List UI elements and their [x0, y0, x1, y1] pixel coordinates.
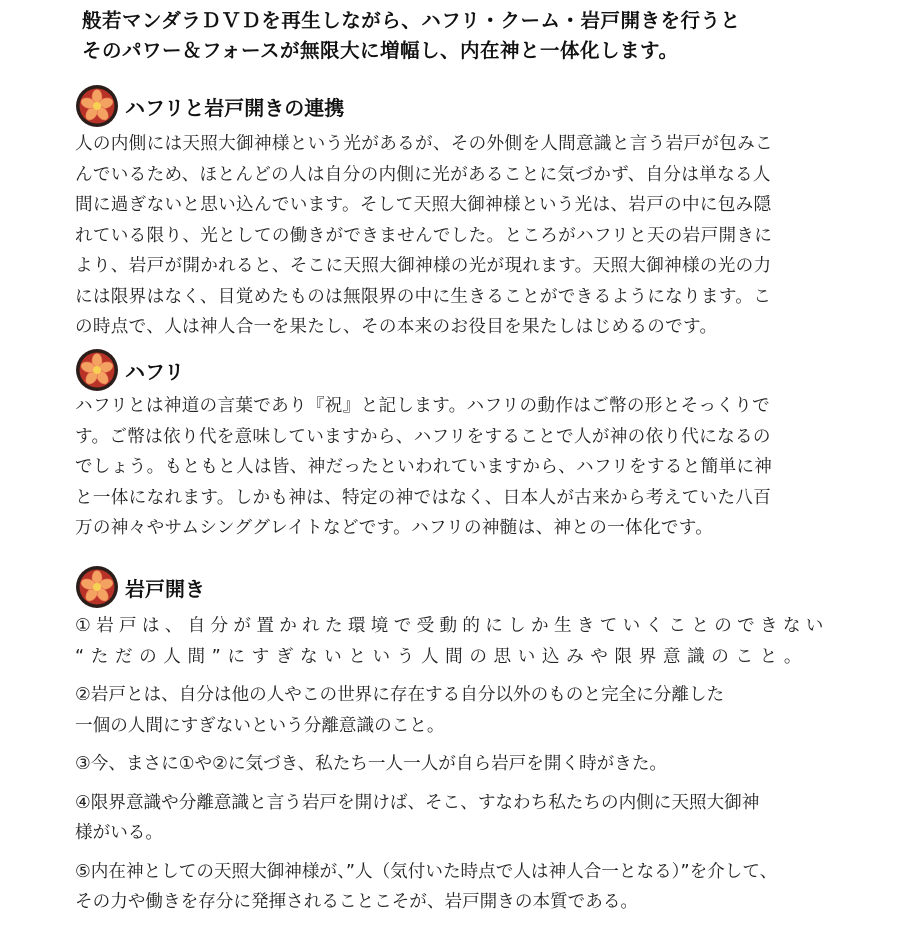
list-item-line: その力や働きを存分に発揮されることこそが、岩戸開きの本質である。 — [75, 892, 639, 912]
section-hafuri-iwato — [75, 84, 855, 343]
section-iwato-biraki — [75, 565, 855, 926]
body-line: ハフリとは神道の言葉であり『祝』と記します。ハフリの動作はご幣の形とそっくりで — [75, 396, 771, 416]
body-line: には限界はなく、目覚めたものは無限界の中に生きることができるようになります。こ — [75, 286, 772, 307]
section-body — [75, 391, 855, 544]
intro-line: そのパワー＆フォースが無限大に増幅し、内在神と一体化します。 — [82, 39, 679, 62]
section-title: ハフリと岩戸開きの連携 — [125, 96, 345, 120]
body-line: す。ご幣は依り代を意味していますから、ハフリをすることで人が神の依り代になるの — [75, 426, 771, 447]
section-heading — [75, 565, 855, 609]
section-body — [75, 129, 855, 343]
list-item-line: ④限界意識や分離意識と言う岩戸を開けば、そこ、すなわち私たちの内側に天照大御神 — [75, 792, 760, 813]
section-heading — [75, 348, 855, 392]
section-heading — [75, 84, 855, 128]
body-line: 万の神々やサムシンググレイトなどです。ハフリの神髄は、神との一体化です。 — [75, 518, 714, 538]
list-item — [75, 857, 855, 918]
body-line: と一体になれます。しかも神は、特定の神ではなく、日本人が古来から考えていた八百 — [75, 487, 772, 508]
section-title: 岩戸開き — [125, 577, 205, 601]
body-line: れている限り、光としての働きができませんでした。ところがハフリと天の岩戸開きに — [75, 225, 773, 246]
intro-text — [82, 6, 882, 66]
flower-icon — [75, 565, 119, 609]
flower-icon — [75, 348, 119, 392]
body-line: 人の内側には天照大御神様という光があるが、その外側を人間意識と言う岩戸が包みこ — [75, 134, 773, 154]
numbered-list — [75, 611, 855, 918]
intro-line: 般若マンダラＤＶＤを再生しながら、ハフリ・クーム・岩戸開きを行うと — [82, 9, 741, 32]
list-item — [75, 788, 855, 849]
body-line: 間に過ぎないと思い込んでいます。そして天照大御神様という光は、岩戸の中に包み隠 — [75, 195, 772, 215]
body-line: でしょう。もともと人は皆、神だったといわれていますから、ハフリをすると簡単に神 — [75, 457, 773, 477]
flower-icon — [75, 84, 119, 128]
list-item-line: ⑤内在神としての天照大御神様が、”人（気付いた時点で人は神人合一となる）”を介して、 — [75, 861, 778, 882]
list-item — [75, 749, 855, 780]
list-item-line: 一個の人間にすぎないという分離意識のこと。 — [75, 715, 445, 736]
body-line: の時点で、人は神人合一を果たし、その本来のお役目を果たしはじめるのです。 — [75, 317, 718, 337]
list-item-line: “ただの人間”にすぎないという人間の思い込みや限界意識のこと。 — [75, 646, 809, 667]
body-line: より、岩戸が開かれると、そこに天照大御神様の光が現れます。天照大御神様の光の力 — [75, 256, 772, 276]
list-item-line: ①岩戸は、自分が置かれた環境で受動的にしか生きていくことのできない — [75, 616, 829, 636]
list-item-line: ③今、まさに①や②に気づき、私たち一人一人が自ら岩戸を開く時がきた。 — [75, 754, 668, 774]
body-line: んでいるため、ほとんどの人は自分の内側に光があることに気づかず、自分は単なる人 — [75, 164, 771, 185]
list-item-line: ②岩戸とは、自分は他の人やこの世界に存在する自分以外のものと完全に分離した — [75, 685, 725, 705]
list-item — [75, 611, 855, 672]
section-hafuri — [75, 348, 855, 544]
list-item — [75, 680, 855, 741]
list-item-line: 様がいる。 — [75, 823, 163, 843]
section-title: ハフリ — [125, 360, 185, 384]
